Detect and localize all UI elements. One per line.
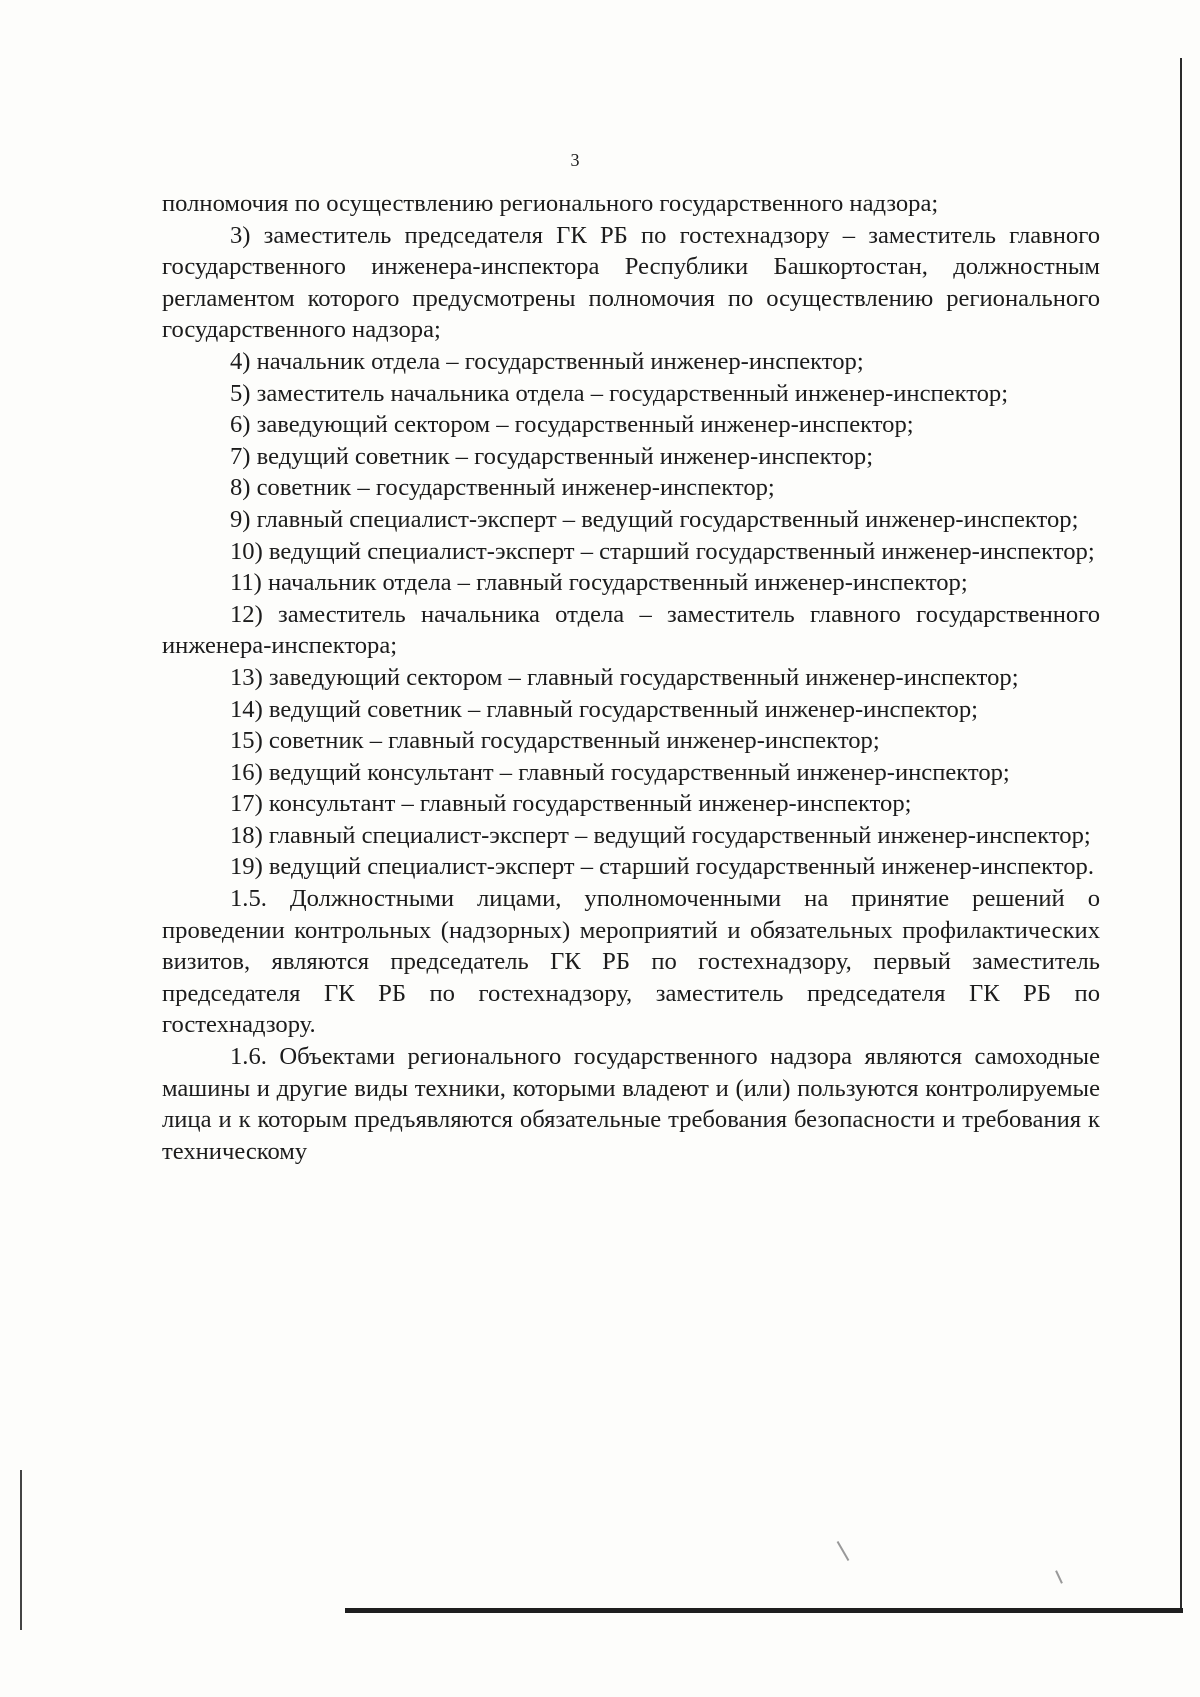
scan-edge-line-bottom	[345, 1608, 1183, 1613]
paragraph: 17) консультант – главный государственный инженер-инспектор;	[230, 790, 912, 818]
paragraph: 13) заведующий сектором – главный государственный инженер-инспектор;	[230, 663, 1019, 691]
page-number: 3	[570, 150, 580, 170]
paragraph: 5) заместитель начальника отдела – государственный инженер-инспектор;	[230, 379, 1009, 407]
paragraph: 11) начальник отдела – главный государственный инженер-инспектор;	[230, 569, 968, 597]
paragraph: 6) заведующий сектором – государственный инженер-инспектор;	[230, 411, 914, 439]
scan-edge-line-right	[1180, 58, 1182, 1608]
paragraph: 8) советник – государственный инженер-инспектор;	[230, 474, 775, 502]
paragraph: 3) заместитель председателя ГК РБ по гостехнадзору – заместитель главного государственного инженера-инспектора Республики Башкортостан, должностным регламентом которого предусмотрены полномочия по осуществлению регионального государственного надзора;	[162, 221, 1100, 344]
paragraph: 1.6. Объектами регионального государственного надзора являются самоходные машины и другие виды техники, которыми владеют и (или) пользуются контролируемые лица и к которым предъявляются обязательные требования безопасности и требования к техническому	[162, 1043, 1100, 1165]
paragraph: 7) ведущий советник – государственный инженер-инспектор;	[230, 442, 874, 470]
paragraph: 4) начальник отдела – государственный инженер-инспектор;	[230, 347, 864, 375]
paragraph: 9) главный специалист-эксперт – ведущий государственный инженер-инспектор;	[230, 505, 1079, 533]
scan-speck	[1055, 1570, 1063, 1584]
scan-edge-line-left	[20, 1470, 22, 1630]
document-body	[162, 188, 1100, 1167]
scan-speck	[837, 1541, 850, 1561]
paragraph: 18) главный специалист-эксперт – ведущий государственный инженер-инспектор;	[230, 821, 1091, 849]
paragraph: 15) советник – главный государственный инженер-инспектор;	[230, 727, 880, 755]
paragraph: 16) ведущий консультант – главный государственный инженер-инспектор;	[230, 758, 1010, 786]
paragraph: 1.5. Должностными лицами, уполномоченными на принятие решений о проведении контрольных (надзорных) мероприятий и обязательных профилактических визитов, являются председатель ГК РБ по гостехнадзору, первый заместитель председателя ГК РБ по гостехнадзору, заместитель председателя ГК РБ по гостехнадзору.	[162, 885, 1100, 1039]
paragraph: полномочия по осуществлению регионального государственного надзора;	[162, 190, 939, 217]
paragraph: 14) ведущий советник – главный государственный инженер-инспектор;	[230, 695, 978, 723]
paragraph: 19) ведущий специалист-эксперт – старший государственный инженер-инспектор.	[230, 853, 1094, 881]
paragraph: 10) ведущий специалист-эксперт – старший государственный инженер-инспектор;	[230, 537, 1095, 565]
paragraph: 12) заместитель начальника отдела – заместитель главного государственного инженера-инспектора;	[162, 600, 1100, 660]
